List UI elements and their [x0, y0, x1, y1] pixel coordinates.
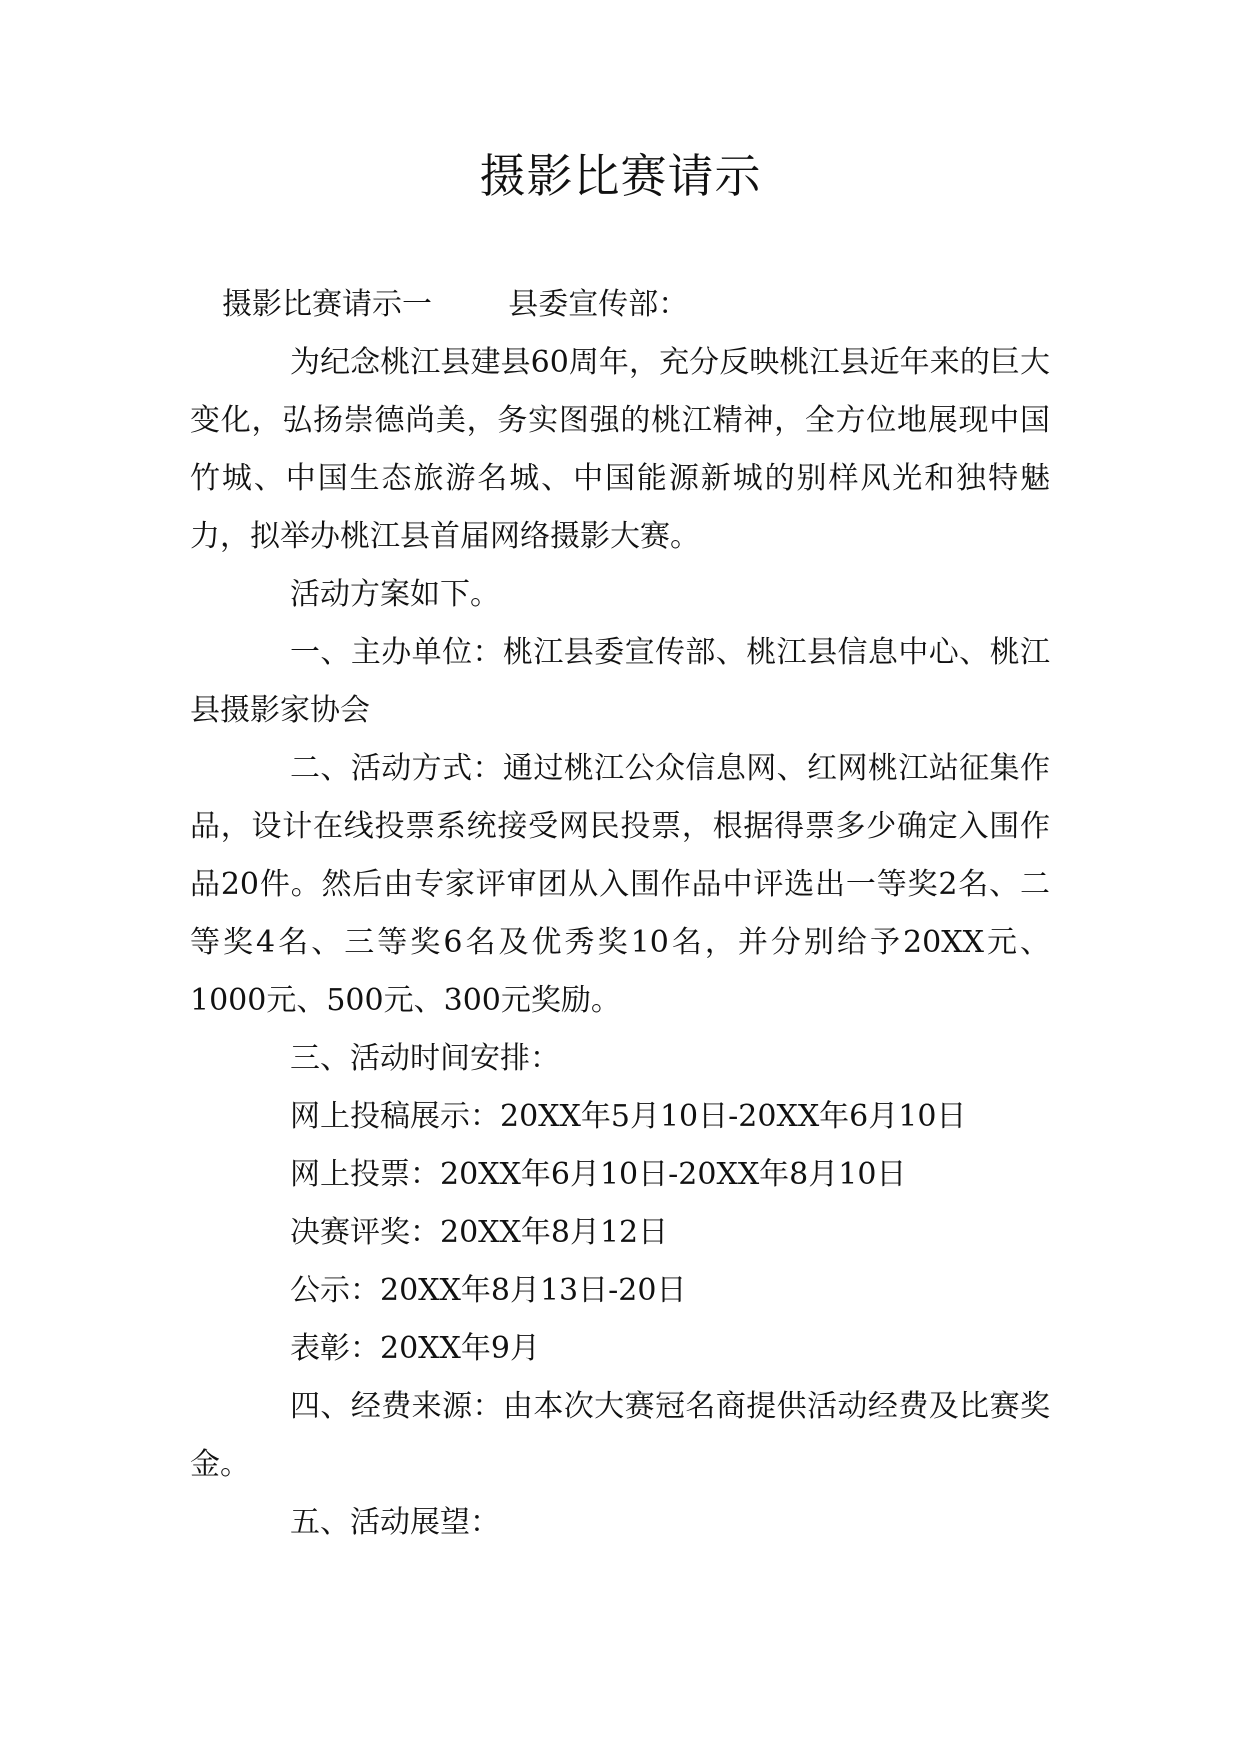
schedule-item-submission: 网上投稿展示：20XX年5月10日-20XX年6月10日 — [290, 1099, 967, 1134]
paragraph-outlook: 五、活动展望： — [290, 1505, 500, 1540]
paragraph-plan-intro: 活动方案如下。 — [290, 577, 500, 612]
salutation: 摄影比赛请示一 县委宣传部： — [222, 287, 689, 322]
schedule-item-voting: 网上投票：20XX年6月10日-20XX年8月10日 — [290, 1157, 907, 1192]
schedule-item-final: 决赛评奖：20XX年8月12日 — [290, 1215, 669, 1250]
schedule-item-publicity: 公示：20XX年8月13日-20日 — [290, 1273, 687, 1308]
paragraph-method: 二、活动方式：通过桃江公众信息网、红网桃江站征集作品，设计在线投票系统接受网民投票，根据得票多少确定入围作品20件。然后由专家评审团从入围作品中评选出一等奖2名、二等奖4名、三等奖6名及优秀奖10名，并分别给予20XX元、1000元、500元、300元奖励。 — [190, 751, 1050, 1018]
document-title: 摄影比赛请示 — [479, 149, 762, 203]
document-body — [190, 276, 1050, 1552]
paragraph-funding: 四、经费来源：由本次大赛冠名商提供活动经费及比赛奖金。 — [190, 1389, 1050, 1482]
schedule-item-award: 表彰：20XX年9月 — [290, 1331, 540, 1366]
paragraph-purpose: 为纪念桃江县建县60周年，充分反映桃江县近年来的巨大变化，弘扬崇德尚美，务实图强的桃江精神，全方位地展现中国竹城、中国生态旅游名城、中国能源新城的别样风光和独特魅力，拟举办桃江县首届网络摄影大赛。 — [190, 345, 1050, 554]
paragraph-schedule-heading: 三、活动时间安排： — [290, 1041, 560, 1076]
paragraph-organizers: 一、主办单位：桃江县委宣传部、桃江县信息中心、桃江县摄影家协会 — [190, 635, 1050, 728]
